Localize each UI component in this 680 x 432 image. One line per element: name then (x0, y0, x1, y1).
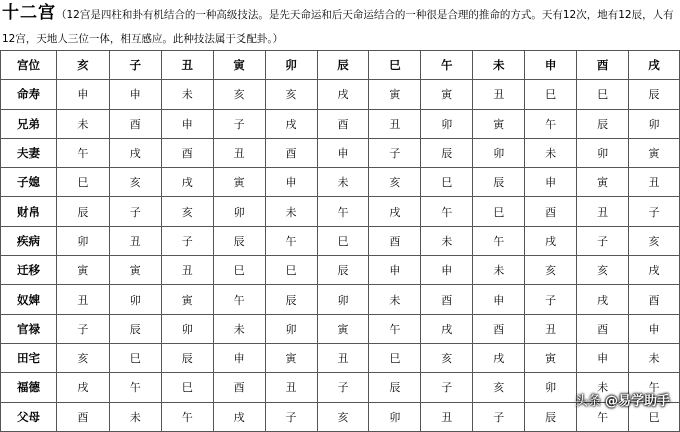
table-cell: 卯 (317, 285, 369, 314)
table-cell: 寅 (525, 343, 577, 372)
header-cell: 丑 (161, 51, 213, 80)
table-cell: 丑 (56, 285, 109, 314)
table-cell: 申 (317, 138, 369, 167)
table-cell: 辰 (56, 197, 109, 226)
table-cell: 未 (577, 373, 629, 402)
table-cell: 丑 (265, 373, 317, 402)
table-cell: 辰 (629, 80, 680, 109)
table-cell: 申 (473, 285, 525, 314)
table-cell: 戌 (473, 343, 525, 372)
table-cell: 戌 (577, 285, 629, 314)
table-cell: 辰 (161, 343, 213, 372)
table-cell: 午 (109, 373, 161, 402)
row-label: 子媳 (1, 168, 57, 197)
table-cell: 酉 (421, 285, 473, 314)
table-cell: 未 (265, 197, 317, 226)
table-cell: 戌 (369, 197, 421, 226)
header-cell-palace: 宫位 (1, 51, 57, 80)
table-cell: 申 (109, 80, 161, 109)
table-cell: 午 (421, 197, 473, 226)
table-cell: 巳 (421, 168, 473, 197)
table-cell: 巳 (525, 80, 577, 109)
table-cell: 酉 (473, 314, 525, 343)
intro-paragraph (2, 1, 678, 51)
table-cell: 申 (525, 168, 577, 197)
table-cell: 酉 (265, 138, 317, 167)
table-cell: 寅 (421, 80, 473, 109)
header-cell: 卯 (265, 51, 317, 80)
table-cell: 酉 (369, 226, 421, 255)
table-row (1, 343, 680, 372)
table-cell: 亥 (161, 197, 213, 226)
header-cell: 寅 (213, 51, 265, 80)
header-row (1, 51, 680, 80)
table-cell: 辰 (109, 314, 161, 343)
table-cell: 丑 (629, 168, 680, 197)
table-cell: 午 (265, 226, 317, 255)
table-cell: 子 (213, 109, 265, 138)
table-cell: 亥 (473, 373, 525, 402)
table-row (1, 226, 680, 255)
table-cell: 卯 (473, 138, 525, 167)
table-row (1, 109, 680, 138)
row-label: 田宅 (1, 343, 57, 372)
table-cell: 丑 (213, 138, 265, 167)
table-cell: 寅 (213, 168, 265, 197)
table-cell: 巳 (161, 373, 213, 402)
table-cell: 寅 (369, 80, 421, 109)
table-cell: 亥 (56, 343, 109, 372)
table-cell: 午 (473, 226, 525, 255)
table-cell: 午 (56, 138, 109, 167)
table-cell: 卯 (369, 402, 421, 431)
table-cell: 亥 (577, 256, 629, 285)
table-cell: 酉 (213, 373, 265, 402)
table-row (1, 197, 680, 226)
row-label: 福德 (1, 373, 57, 402)
table-cell: 巳 (56, 168, 109, 197)
table-row (1, 256, 680, 285)
table-cell: 酉 (161, 138, 213, 167)
table-cell: 戌 (421, 314, 473, 343)
table-cell: 未 (109, 402, 161, 431)
table-cell: 寅 (473, 109, 525, 138)
table-cell: 申 (265, 168, 317, 197)
table-cell: 巳 (109, 343, 161, 372)
table-cell: 未 (56, 109, 109, 138)
row-label: 疾病 (1, 226, 57, 255)
table-cell: 亥 (629, 226, 680, 255)
table-cell: 未 (317, 168, 369, 197)
table-cell: 酉 (577, 314, 629, 343)
table-cell: 丑 (369, 109, 421, 138)
table-cell: 亥 (525, 256, 577, 285)
table-cell: 辰 (421, 138, 473, 167)
table-cell: 戌 (213, 402, 265, 431)
table-cell: 子 (317, 373, 369, 402)
table-cell: 寅 (629, 138, 680, 167)
table-cell: 申 (421, 256, 473, 285)
table-cell: 酉 (317, 109, 369, 138)
row-label: 官禄 (1, 314, 57, 343)
row-label: 命寿 (1, 80, 57, 109)
row-label: 父母 (1, 402, 57, 431)
table-cell: 卯 (56, 226, 109, 255)
table-cell: 辰 (369, 373, 421, 402)
table-cell: 未 (161, 80, 213, 109)
table-cell: 巳 (629, 402, 680, 431)
watermark-prefix: 头条 (574, 394, 601, 409)
table-cell: 子 (577, 226, 629, 255)
table-cell: 戌 (109, 138, 161, 167)
table-cell: 辰 (525, 402, 577, 431)
table-cell: 巳 (369, 343, 421, 372)
table-cell: 亥 (421, 343, 473, 372)
table-cell: 亥 (265, 80, 317, 109)
table-cell: 未 (629, 343, 680, 372)
table-cell: 丑 (421, 402, 473, 431)
table-row (1, 314, 680, 343)
intro-text: （12宫是四柱和卦有机结合的一种高级技法。是先天命运和后天命运结合的一种很是合理的推命的方式。天有12次，地有12辰，人有12宫，天地人三位一体，相互感应。此种技法属于爻配卦。） (2, 9, 674, 45)
table-cell: 午 (369, 314, 421, 343)
table-cell: 子 (369, 138, 421, 167)
table-cell: 酉 (56, 402, 109, 431)
table-cell: 申 (577, 343, 629, 372)
table-cell: 子 (265, 402, 317, 431)
table-cell: 子 (629, 197, 680, 226)
row-label: 夫妻 (1, 138, 57, 167)
header-cell: 子 (109, 51, 161, 80)
table-cell: 辰 (317, 256, 369, 285)
table-cell: 巳 (473, 197, 525, 226)
header-cell: 巳 (369, 51, 421, 80)
header-cell: 申 (525, 51, 577, 80)
table-cell: 巳 (265, 256, 317, 285)
table-cell: 亥 (213, 80, 265, 109)
table-cell: 戌 (265, 109, 317, 138)
table-cell: 亥 (109, 168, 161, 197)
table-cell: 寅 (577, 168, 629, 197)
table-cell: 寅 (265, 343, 317, 372)
table-cell: 寅 (56, 256, 109, 285)
table-cell: 卯 (265, 314, 317, 343)
palace-table (0, 50, 680, 432)
table-cell: 午 (577, 402, 629, 431)
table-cell: 寅 (317, 314, 369, 343)
table-cell: 巳 (577, 80, 629, 109)
table-row (1, 168, 680, 197)
table-row (1, 80, 680, 109)
table-cell: 亥 (369, 168, 421, 197)
table-cell: 申 (213, 343, 265, 372)
table-cell: 戌 (56, 373, 109, 402)
table-cell: 午 (161, 402, 213, 431)
row-label: 财帛 (1, 197, 57, 226)
watermark-handle: @易学助手 (604, 394, 670, 409)
table-cell: 辰 (213, 226, 265, 255)
table-cell: 卯 (109, 285, 161, 314)
table-cell: 午 (525, 109, 577, 138)
row-label: 奴婢 (1, 285, 57, 314)
table-cell: 子 (109, 197, 161, 226)
row-label: 兄弟 (1, 109, 57, 138)
table-cell: 卯 (161, 314, 213, 343)
table-cell: 戌 (161, 168, 213, 197)
table-cell: 巳 (213, 256, 265, 285)
table-cell: 卯 (525, 373, 577, 402)
table-cell: 子 (473, 402, 525, 431)
watermark (575, 390, 670, 409)
table-cell: 酉 (525, 197, 577, 226)
table-cell: 丑 (317, 343, 369, 372)
header-cell: 未 (473, 51, 525, 80)
row-label: 迁移 (1, 256, 57, 285)
header-cell: 戌 (629, 51, 680, 80)
table-cell: 午 (213, 285, 265, 314)
table-cell: 子 (525, 285, 577, 314)
table-cell: 申 (161, 109, 213, 138)
header-cell: 辰 (317, 51, 369, 80)
table-cell: 巳 (317, 226, 369, 255)
table-cell: 未 (525, 138, 577, 167)
table-cell: 戌 (525, 226, 577, 255)
table-cell: 卯 (213, 197, 265, 226)
table-cell: 申 (369, 256, 421, 285)
table-cell: 子 (161, 226, 213, 255)
table-cell: 未 (213, 314, 265, 343)
table-cell: 卯 (577, 138, 629, 167)
table-cell: 申 (629, 314, 680, 343)
table-cell: 辰 (473, 168, 525, 197)
table-cell: 午 (317, 197, 369, 226)
table-cell: 辰 (577, 109, 629, 138)
table-cell: 未 (473, 256, 525, 285)
table-cell: 丑 (161, 256, 213, 285)
table-cell: 卯 (421, 109, 473, 138)
table-cell: 戌 (629, 256, 680, 285)
table-cell: 丑 (577, 197, 629, 226)
table-cell: 丑 (473, 80, 525, 109)
table-cell: 丑 (109, 226, 161, 255)
table-cell: 未 (421, 226, 473, 255)
header-cell: 酉 (577, 51, 629, 80)
table-cell: 辰 (265, 285, 317, 314)
table-cell: 丑 (525, 314, 577, 343)
table-cell: 未 (369, 285, 421, 314)
table-cell: 申 (56, 80, 109, 109)
table-cell: 寅 (161, 285, 213, 314)
table-cell: 午 (629, 373, 680, 402)
header-cell: 午 (421, 51, 473, 80)
table-row (1, 138, 680, 167)
table-cell: 酉 (109, 109, 161, 138)
table-cell: 子 (421, 373, 473, 402)
section-title: 十二宫 (2, 3, 56, 23)
table-cell: 亥 (317, 402, 369, 431)
table-cell: 子 (56, 314, 109, 343)
table-cell: 戌 (317, 80, 369, 109)
table-cell: 酉 (629, 285, 680, 314)
table-cell: 卯 (629, 109, 680, 138)
table-row (1, 285, 680, 314)
table-cell: 寅 (109, 256, 161, 285)
header-cell: 亥 (56, 51, 109, 80)
